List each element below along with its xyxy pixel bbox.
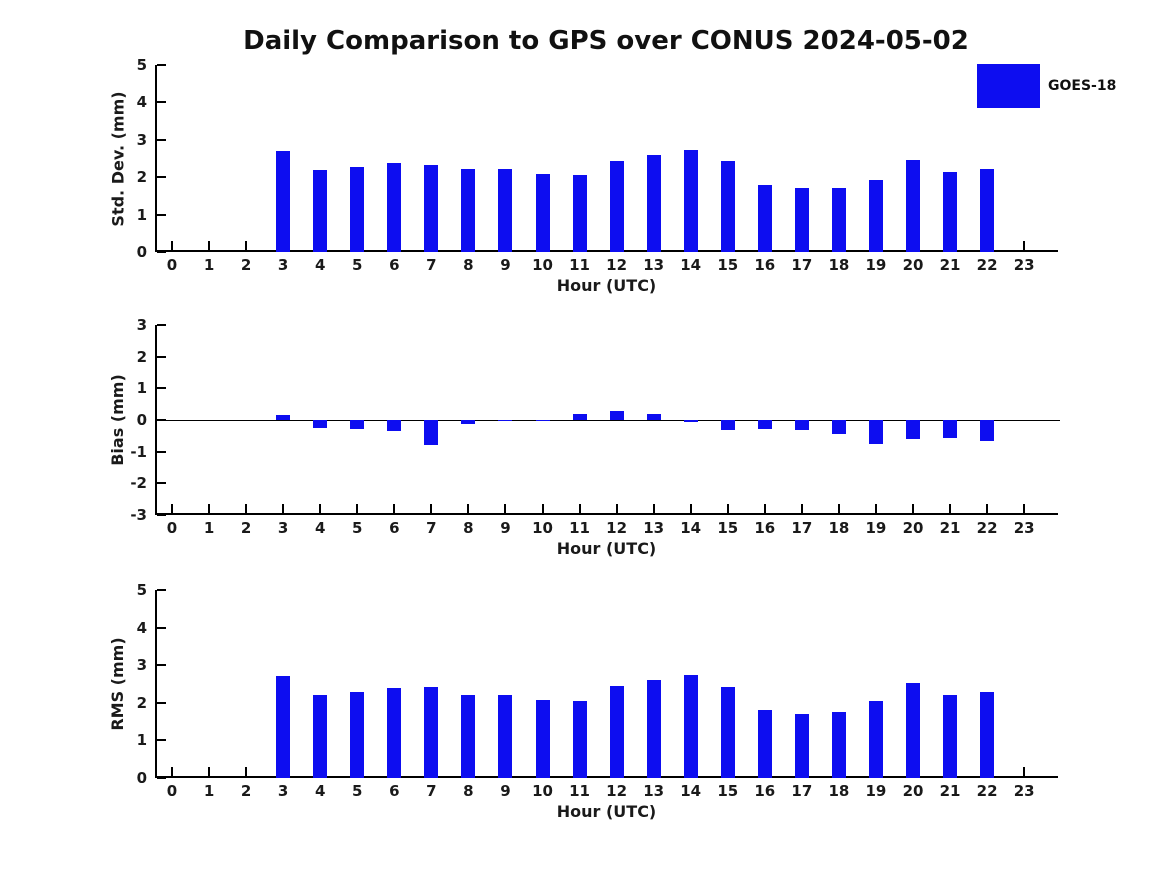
x-tick-label-rms-22: 22 bbox=[976, 782, 998, 800]
x-tick-label-bias-5: 5 bbox=[352, 519, 363, 537]
x-axis-label-rms: Hour (UTC) bbox=[556, 802, 657, 821]
x-tick-label-rms-6: 6 bbox=[389, 782, 400, 800]
x-tick-std-dev-0 bbox=[171, 241, 173, 250]
x-tick-bias-3 bbox=[282, 504, 284, 513]
x-tick-label-bias-22: 22 bbox=[976, 519, 998, 537]
zero-line-bias bbox=[157, 420, 1060, 421]
y-tick-bias-3 bbox=[157, 324, 166, 326]
x-tick-label-rms-9: 9 bbox=[500, 782, 511, 800]
bar-bias-hour-6 bbox=[387, 420, 401, 431]
bar-rms-hour-19 bbox=[869, 701, 883, 778]
y-tick-label-rms-1: 1 bbox=[136, 731, 147, 750]
x-tick-label-bias-15: 15 bbox=[717, 519, 739, 537]
bar-std-dev-hour-22 bbox=[980, 169, 994, 252]
y-tick-label-bias--2: -2 bbox=[130, 474, 147, 493]
y-tick-rms-5 bbox=[157, 589, 166, 591]
x-axis-label-std-dev: Hour (UTC) bbox=[556, 276, 657, 295]
bar-bias-hour-12 bbox=[610, 411, 624, 421]
bar-rms-hour-21 bbox=[943, 695, 957, 778]
x-tick-bias-12 bbox=[616, 504, 618, 513]
x-tick-label-bias-10: 10 bbox=[532, 519, 553, 537]
x-tick-label-rms-14: 14 bbox=[680, 782, 702, 800]
bar-rms-hour-22 bbox=[980, 692, 994, 778]
bar-rms-hour-13 bbox=[647, 680, 661, 778]
x-tick-label-std-dev-0: 0 bbox=[166, 256, 178, 274]
x-tick-label-bias-7: 7 bbox=[426, 519, 437, 537]
y-tick-label-rms-4: 4 bbox=[136, 618, 147, 637]
bar-bias-hour-3 bbox=[276, 415, 290, 420]
bar-bias-hour-19 bbox=[869, 420, 883, 444]
bar-bias-hour-16 bbox=[758, 420, 772, 429]
x-tick-label-std-dev-12: 12 bbox=[606, 256, 628, 274]
x-tick-label-bias-13: 13 bbox=[643, 519, 665, 537]
y-tick-label-bias-2: 2 bbox=[136, 347, 147, 366]
bar-std-dev-hour-6 bbox=[387, 163, 401, 252]
x-tick-label-std-dev-14: 14 bbox=[680, 256, 702, 274]
bar-std-dev-hour-9 bbox=[498, 169, 512, 252]
x-tick-label-rms-17: 17 bbox=[791, 782, 813, 800]
bar-rms-hour-6 bbox=[387, 688, 401, 778]
bar-std-dev-hour-20 bbox=[906, 160, 920, 252]
y-tick-label-bias--1: -1 bbox=[130, 442, 147, 461]
x-tick-label-rms-0: 0 bbox=[166, 782, 178, 800]
bar-std-dev-hour-17 bbox=[795, 188, 809, 252]
x-tick-label-rms-2: 2 bbox=[240, 782, 252, 800]
bar-rms-hour-3 bbox=[276, 676, 290, 778]
x-tick-bias-9 bbox=[504, 504, 506, 513]
x-tick-label-rms-23: 23 bbox=[1013, 782, 1035, 800]
bar-bias-hour-13 bbox=[647, 414, 661, 420]
bar-rms-hour-9 bbox=[498, 695, 512, 778]
x-tick-label-std-dev-17: 17 bbox=[791, 256, 813, 274]
bar-rms-hour-16 bbox=[758, 710, 772, 778]
x-tick-rms-23 bbox=[1023, 767, 1025, 776]
y-tick-label-std-dev-5: 5 bbox=[136, 56, 147, 74]
bar-std-dev-hour-8 bbox=[461, 169, 475, 252]
x-tick-label-std-dev-15: 15 bbox=[717, 256, 739, 274]
x-tick-label-bias-16: 16 bbox=[754, 519, 776, 537]
x-tick-label-bias-8: 8 bbox=[463, 519, 474, 537]
bar-std-dev-hour-5 bbox=[350, 167, 364, 252]
x-tick-label-bias-18: 18 bbox=[828, 519, 850, 537]
x-tick-label-std-dev-18: 18 bbox=[828, 256, 850, 274]
x-tick-bias-13 bbox=[653, 504, 655, 513]
x-tick-label-std-dev-11: 11 bbox=[569, 256, 590, 274]
x-tick-label-std-dev-10: 10 bbox=[532, 256, 553, 274]
x-tick-label-rms-3: 3 bbox=[277, 782, 289, 800]
y-tick-rms-4 bbox=[157, 627, 166, 629]
y-tick-rms-2 bbox=[157, 702, 166, 704]
x-tick-label-rms-11: 11 bbox=[569, 782, 590, 800]
x-tick-bias-15 bbox=[727, 504, 729, 513]
x-tick-label-rms-13: 13 bbox=[643, 782, 665, 800]
bar-rms-hour-8 bbox=[461, 695, 475, 778]
x-tick-label-bias-1: 1 bbox=[203, 519, 215, 537]
x-tick-label-bias-17: 17 bbox=[791, 519, 813, 537]
bar-rms-hour-4 bbox=[313, 695, 327, 778]
y-tick-rms-0 bbox=[157, 777, 166, 779]
x-tick-label-std-dev-4: 4 bbox=[314, 256, 326, 274]
x-tick-bias-23 bbox=[1023, 504, 1025, 513]
y-tick-bias--1 bbox=[157, 451, 166, 453]
bar-std-dev-hour-7 bbox=[424, 165, 438, 252]
x-tick-bias-5 bbox=[356, 504, 358, 513]
x-tick-label-std-dev-7: 7 bbox=[426, 256, 437, 274]
y-tick-label-std-dev-3: 3 bbox=[136, 130, 147, 149]
bar-rms-hour-10 bbox=[536, 700, 550, 778]
bar-rms-hour-17 bbox=[795, 714, 809, 778]
bar-rms-hour-12 bbox=[610, 686, 624, 778]
bar-bias-hour-11 bbox=[573, 414, 587, 420]
bar-rms-hour-5 bbox=[350, 692, 364, 778]
x-tick-label-bias-4: 4 bbox=[314, 519, 326, 537]
y-tick-label-bias-1: 1 bbox=[136, 379, 147, 398]
y-tick-label-std-dev-0: 0 bbox=[136, 243, 147, 261]
x-tick-label-bias-23: 23 bbox=[1013, 519, 1035, 537]
x-tick-label-std-dev-16: 16 bbox=[754, 256, 776, 274]
bar-bias-hour-4 bbox=[313, 420, 327, 428]
x-tick-rms-1 bbox=[208, 767, 210, 776]
bar-bias-hour-22 bbox=[980, 420, 994, 441]
bar-bias-hour-10 bbox=[536, 420, 550, 421]
x-tick-bias-4 bbox=[319, 504, 321, 513]
y-tick-label-bias-0: 0 bbox=[136, 411, 147, 429]
y-tick-label-rms-2: 2 bbox=[136, 693, 147, 712]
x-tick-label-std-dev-13: 13 bbox=[643, 256, 665, 274]
x-tick-label-rms-16: 16 bbox=[754, 782, 776, 800]
bar-std-dev-hour-14 bbox=[684, 150, 698, 252]
bar-std-dev-hour-18 bbox=[832, 188, 846, 252]
x-tick-label-rms-12: 12 bbox=[606, 782, 628, 800]
x-tick-rms-2 bbox=[245, 767, 247, 776]
x-tick-label-rms-5: 5 bbox=[352, 782, 363, 800]
bar-rms-hour-14 bbox=[684, 675, 698, 778]
plot-area-rms bbox=[136, 581, 1058, 800]
bar-rms-hour-15 bbox=[721, 687, 735, 778]
bar-bias-hour-20 bbox=[906, 420, 920, 439]
x-tick-bias-18 bbox=[838, 504, 840, 513]
bar-std-dev-hour-13 bbox=[647, 155, 661, 252]
bar-bias-hour-8 bbox=[461, 420, 475, 424]
x-tick-bias-19 bbox=[875, 504, 877, 513]
x-tick-bias-16 bbox=[764, 504, 766, 513]
bar-bias-hour-7 bbox=[424, 420, 438, 445]
x-tick-bias-21 bbox=[949, 504, 951, 513]
x-tick-label-std-dev-8: 8 bbox=[463, 256, 474, 274]
x-tick-bias-20 bbox=[912, 504, 914, 513]
bar-std-dev-hour-21 bbox=[943, 172, 957, 252]
x-tick-label-rms-8: 8 bbox=[463, 782, 474, 800]
x-tick-bias-0 bbox=[171, 504, 173, 513]
plot-area-std-dev bbox=[136, 56, 1058, 274]
y-tick-bias--3 bbox=[157, 514, 166, 516]
x-tick-label-bias-12: 12 bbox=[606, 519, 628, 537]
x-tick-bias-1 bbox=[208, 504, 210, 513]
x-tick-bias-2 bbox=[245, 504, 247, 513]
x-tick-label-std-dev-20: 20 bbox=[902, 256, 924, 274]
chart-title: Daily Comparison to GPS over CONUS 2024-05-02 bbox=[243, 26, 969, 56]
y-tick-rms-3 bbox=[157, 664, 166, 666]
x-tick-label-bias-3: 3 bbox=[277, 519, 289, 537]
x-tick-label-rms-21: 21 bbox=[939, 782, 961, 800]
x-tick-label-bias-9: 9 bbox=[500, 519, 511, 537]
y-tick-bias-1 bbox=[157, 387, 166, 389]
y-tick-std-dev-4 bbox=[157, 101, 166, 103]
y-tick-label-std-dev-1: 1 bbox=[136, 205, 147, 224]
x-tick-label-rms-7: 7 bbox=[426, 782, 437, 800]
bar-rms-hour-11 bbox=[573, 701, 587, 778]
x-tick-label-rms-20: 20 bbox=[902, 782, 924, 800]
bar-std-dev-hour-3 bbox=[276, 151, 290, 252]
bar-std-dev-hour-4 bbox=[313, 170, 327, 252]
x-tick-label-rms-1: 1 bbox=[203, 782, 215, 800]
y-tick-std-dev-5 bbox=[157, 64, 166, 66]
plot-area-bias bbox=[130, 316, 1058, 537]
x-tick-label-bias-11: 11 bbox=[569, 519, 590, 537]
x-tick-label-std-dev-19: 19 bbox=[865, 256, 887, 274]
y-tick-std-dev-3 bbox=[157, 139, 166, 141]
x-tick-bias-10 bbox=[542, 504, 544, 513]
x-tick-label-bias-19: 19 bbox=[865, 519, 887, 537]
x-tick-bias-7 bbox=[430, 504, 432, 513]
x-tick-label-std-dev-1: 1 bbox=[203, 256, 215, 274]
x-tick-label-bias-14: 14 bbox=[680, 519, 702, 537]
x-tick-bias-22 bbox=[986, 504, 988, 513]
x-tick-std-dev-1 bbox=[208, 241, 210, 250]
bar-rms-hour-20 bbox=[906, 683, 920, 778]
y-tick-std-dev-1 bbox=[157, 214, 166, 216]
x-tick-std-dev-2 bbox=[245, 241, 247, 250]
bar-bias-hour-17 bbox=[795, 420, 809, 430]
bar-std-dev-hour-15 bbox=[721, 161, 735, 252]
y-tick-label-bias--3: -3 bbox=[130, 506, 147, 524]
bar-std-dev-hour-12 bbox=[610, 161, 624, 252]
bar-std-dev-hour-11 bbox=[573, 175, 587, 252]
x-tick-bias-8 bbox=[467, 504, 469, 513]
bar-bias-hour-18 bbox=[832, 420, 846, 434]
x-tick-bias-6 bbox=[393, 504, 395, 513]
x-tick-label-std-dev-3: 3 bbox=[277, 256, 289, 274]
x-tick-label-bias-20: 20 bbox=[902, 519, 924, 537]
x-tick-bias-14 bbox=[690, 504, 692, 513]
x-axis-label-bias: Hour (UTC) bbox=[556, 539, 657, 558]
bar-bias-hour-5 bbox=[350, 420, 364, 429]
x-tick-label-std-dev-22: 22 bbox=[976, 256, 998, 274]
y-tick-label-rms-3: 3 bbox=[136, 656, 147, 675]
y-axis-label-bias: Bias (mm) bbox=[108, 374, 127, 466]
bar-std-dev-hour-16 bbox=[758, 185, 772, 252]
y-tick-std-dev-0 bbox=[157, 251, 166, 253]
x-tick-label-bias-6: 6 bbox=[389, 519, 400, 537]
bar-bias-hour-15 bbox=[721, 420, 735, 430]
x-tick-label-rms-4: 4 bbox=[314, 782, 326, 800]
x-tick-label-bias-0: 0 bbox=[166, 519, 178, 537]
bar-bias-hour-9 bbox=[498, 420, 512, 421]
x-tick-label-std-dev-23: 23 bbox=[1013, 256, 1035, 274]
x-tick-bias-17 bbox=[801, 504, 803, 513]
y-tick-label-bias-3: 3 bbox=[136, 316, 147, 334]
x-tick-label-bias-21: 21 bbox=[939, 519, 961, 537]
x-tick-label-std-dev-2: 2 bbox=[240, 256, 252, 274]
bar-std-dev-hour-10 bbox=[536, 174, 550, 252]
y-axis-label-std-dev: Std. Dev. (mm) bbox=[108, 90, 127, 227]
x-tick-label-std-dev-21: 21 bbox=[939, 256, 961, 274]
y-tick-bias-2 bbox=[157, 356, 166, 358]
y-axis-label-rms: RMS (mm) bbox=[108, 637, 127, 731]
y-tick-label-std-dev-4: 4 bbox=[136, 93, 147, 112]
y-tick-std-dev-2 bbox=[157, 176, 166, 178]
y-tick-label-rms-5: 5 bbox=[136, 581, 147, 599]
x-tick-label-bias-2: 2 bbox=[240, 519, 252, 537]
x-tick-label-std-dev-5: 5 bbox=[352, 256, 363, 274]
bar-std-dev-hour-19 bbox=[869, 180, 883, 252]
legend-label: GOES-18 bbox=[1048, 78, 1117, 94]
y-tick-rms-1 bbox=[157, 739, 166, 741]
x-tick-label-rms-19: 19 bbox=[865, 782, 887, 800]
x-tick-label-rms-18: 18 bbox=[828, 782, 850, 800]
y-tick-bias--2 bbox=[157, 482, 166, 484]
x-tick-label-rms-10: 10 bbox=[532, 782, 553, 800]
bar-rms-hour-7 bbox=[424, 687, 438, 778]
x-tick-rms-0 bbox=[171, 767, 173, 776]
x-tick-label-rms-15: 15 bbox=[717, 782, 739, 800]
x-tick-bias-11 bbox=[579, 504, 581, 513]
x-tick-label-std-dev-6: 6 bbox=[389, 256, 400, 274]
bar-rms-hour-18 bbox=[832, 712, 846, 778]
y-tick-label-std-dev-2: 2 bbox=[136, 168, 147, 187]
y-tick-label-rms-0: 0 bbox=[136, 769, 147, 787]
x-tick-std-dev-23 bbox=[1023, 241, 1025, 250]
bar-bias-hour-14 bbox=[684, 420, 698, 422]
bar-bias-hour-21 bbox=[943, 420, 957, 438]
x-tick-label-std-dev-9: 9 bbox=[500, 256, 511, 274]
